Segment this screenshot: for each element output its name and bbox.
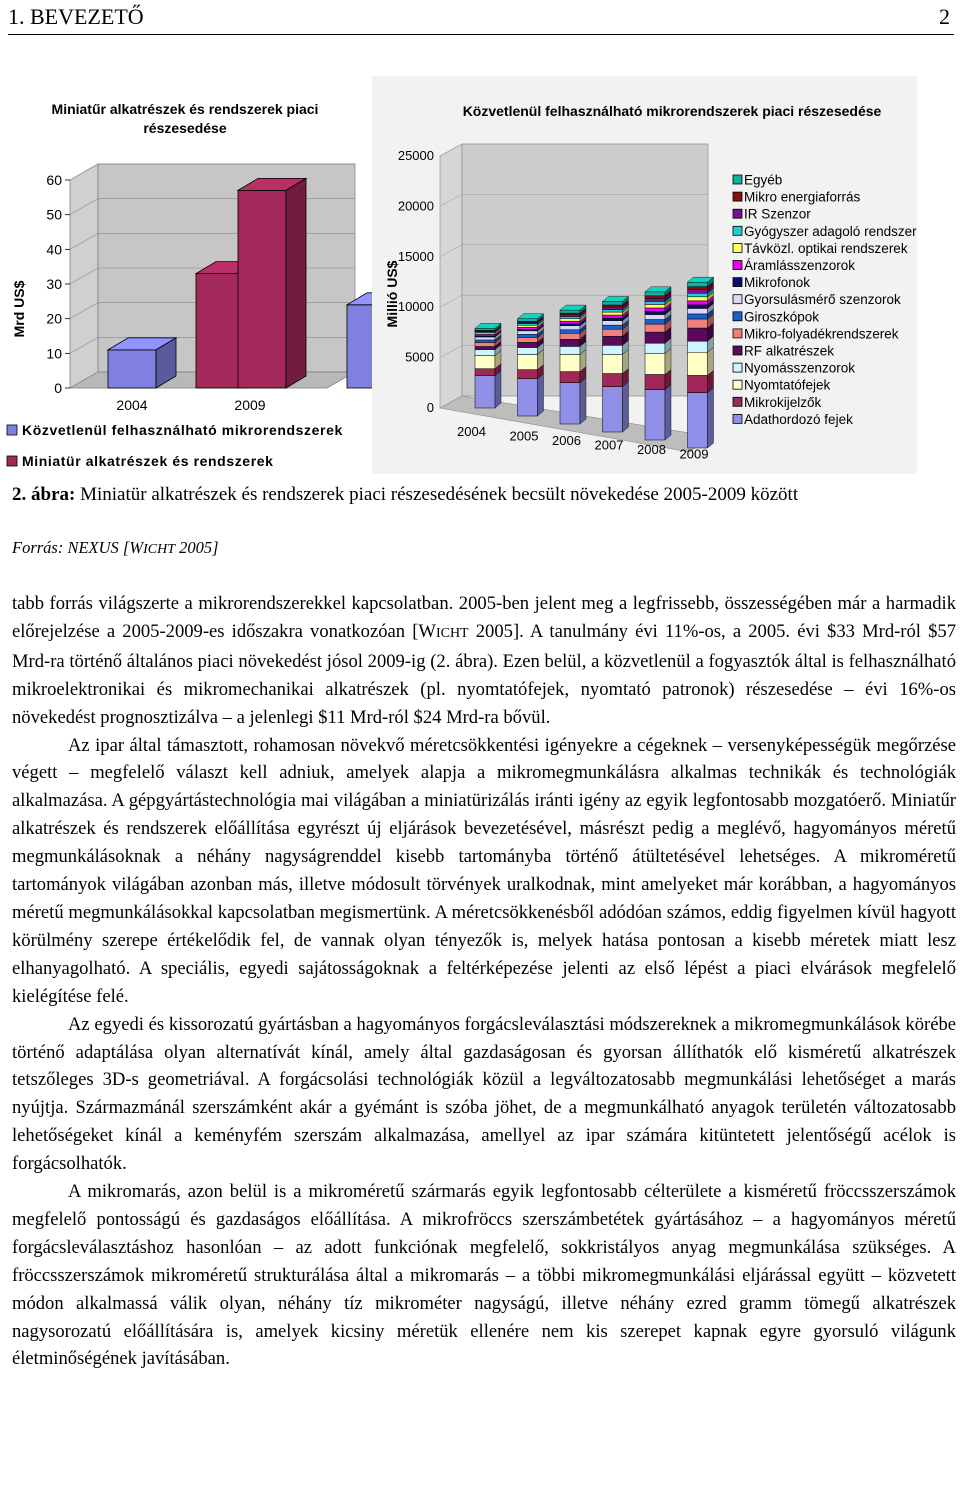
figure-caption [12,484,957,506]
right-bar-2008-seg-6 [645,320,665,325]
right-legend-swatch [733,192,742,201]
right-bar-2005-seg-2 [518,355,538,370]
right-category-label: 2006 [552,433,581,448]
right-bar-2009-seg-7 [688,308,708,314]
chapter-title: 1. BEVEZETŐ [8,4,144,29]
left-tick-label: 0 [54,380,62,396]
source-smallcaps: ICHT [143,542,175,557]
right-bar-2009-seg-13 [688,287,708,290]
right-bar-2007-seg-1 [603,374,623,387]
page-header [8,0,954,35]
left-chart-categories [116,397,265,413]
right-bar-2007-seg-4 [603,336,623,345]
left-bar-miniatur-2009-side [286,178,306,388]
right-bar-2007-seg-2 [603,354,623,373]
paragraph-1-part-a: tabb forrás világszerte a mikrorendszerekkel kapcsolatban. 2005-ben jelent meg a legfrissebb, összességében már a harmadik előrejelzése a 2005-2009-es időszakra vonatkozóan [W [12,593,956,642]
right-bar-2007-seg-0 [603,387,623,432]
right-bar-2005-side-0 [538,374,544,416]
right-bar-2006-seg-1 [560,372,580,383]
right-bar-2004-seg-0 [475,376,495,408]
right-tick-label: 25000 [397,148,434,163]
right-bar-2006-seg-0 [560,383,580,424]
paragraph-4: A mikromarás, azon belül is a mikroméretű szármarás egyik legfontosabb célterülete a kisméretű fröccsszerszámok megfelelő pontosságú és gazdaságos előállítása. A mikrofröccs szerszámbetétek gyártásához – a hagyományos méretű forgácsleválasztáshoz hasonlóan – az adott funkciónak megfelelő, sokkristályos anyag megmunkálása szükséges. A fröccsszerszámok mikroméretű strukturálása által a mikromarás – a többi mikromegmunkálási eljárással együtt – közvetett módon alkalmassá válik olyan, néhány tíz mikrométer nagyságú, illetve néhány ezred gramm tömegű alkatrészek nagysorozatú előállítására is, amelyek kicsiny méretük ellenére nem kis szerepet kapnak egyre gyorsuló világunk életminőségének javításában. [12,1181,956,1370]
right-bar-2006-seg-9 [560,321,580,324]
right-bar-2008-seg-8 [645,311,665,314]
paragraph-1-smallcaps: ICHT [435,625,469,641]
right-legend-swatch [733,380,742,389]
right-legend-label: Mikro energiaforrás [744,189,861,205]
right-chart-ylabel: Millió US$ [384,260,400,328]
right-bar-2009-seg-5 [688,319,708,328]
right-side-wall [440,144,462,408]
right-bar-2005-seg-10 [518,325,538,327]
right-legend-swatch [733,243,742,252]
right-bar-2008-seg-12 [645,298,665,301]
left-chart-ylabel: Mrd US$ [11,280,27,338]
caption-text: Miniatür alkatrészek és rendszerek piaci részesedésének becsült növekedése 2005-2009 között [80,484,799,505]
left-tick-label: 20 [46,310,62,327]
figure-source [12,538,219,558]
right-legend-label: IR Szenzor [744,206,811,222]
right-tick-label: 20000 [397,198,434,214]
right-legend-label: Egyéb [744,172,783,188]
left-bar-kozvetlen-2004-front [108,350,156,388]
body-text [12,590,956,1373]
right-bar-2007-seg-14 [603,301,623,305]
right-chart [372,76,917,474]
right-bar-2004-seg-3 [475,350,495,356]
right-bar-2008-seg-3 [645,343,665,353]
right-bar-2006-seg-14 [560,310,580,313]
right-bar-2009-seg-14 [688,282,708,287]
right-bar-2009-seg-8 [688,305,708,309]
right-bar-2006-side-0 [580,378,586,424]
right-legend-label: Gyógyszer adagoló rendszer [744,223,917,239]
right-bar-2009-seg-12 [688,290,708,294]
left-chart-title: Miniatűr alkatrészek és rendszerek piaci [51,101,319,117]
right-tick-label: 0 [426,400,434,415]
left-bar-miniatur-2004-front [196,274,244,388]
right-legend-label: Gyorsulásmérő szenzorok [744,292,901,308]
right-legend-label: Mikrokijelzők [744,394,822,410]
right-legend-swatch [733,209,742,218]
right-legend-label: RF alkatrészek [744,343,835,359]
right-bar-2008-seg-2 [645,353,665,374]
right-bar-2006-seg-12 [560,315,580,317]
caption-label: 2. ábra: [12,484,76,505]
right-bar-2009-seg-4 [688,328,708,341]
right-bar-2007-seg-5 [603,329,623,336]
right-legend-swatch [733,278,742,287]
right-bar-2005-seg-9 [518,327,538,329]
right-bar-2007-seg-9 [603,315,623,318]
right-bar-2007-seg-13 [603,305,623,307]
right-legend-swatch [733,414,742,423]
right-bar-2008-seg-1 [645,374,665,389]
right-legend-swatch [733,175,742,184]
left-legend-label: Közvetlenül felhasználható mikrorendszerek [22,422,343,438]
right-bar-2009-seg-1 [688,375,708,392]
right-legend-swatch [733,346,742,355]
right-tick-label: 5000 [405,349,434,365]
right-bar-2005-seg-5 [518,337,538,342]
page-number: 2 [939,4,950,29]
right-category-label: 2009 [679,446,709,462]
right-bar-2009-seg-0 [688,393,708,448]
right-bar-2006-seg-2 [560,354,580,371]
right-bar-2006-seg-6 [560,330,580,334]
right-category-label: 2005 [509,428,539,444]
right-bar-2008-seg-7 [645,315,665,320]
right-bar-2008-seg-4 [645,332,665,343]
paragraph-1-part-b: 2005]. A tanulmány évi 11%-os, a 2005. évi $33 Mrd-ról $57 Mrd-ra történő általános piaci növekedést jósol 2009-ig (2. ábra). Ezen belül, a közvetlenül a fogyasztók által is felhasználható mikroelektronikai és mikromechanikai alkatrészek (pl. nyomtatófejek, nyomtató patronok) részesedése – évi 16%-os növekedést prognosztizálva – a jelenlegi $11 Mrd-ról $24 Mrd-ra bővül. [12,620,956,728]
right-bar-2008-seg-9 [645,308,665,312]
right-tick-label: 15000 [397,248,434,264]
right-bar-2007-seg-11 [603,310,623,313]
right-bar-2004-seg-1 [475,369,495,376]
right-bar-2007-seg-7 [603,321,623,326]
right-legend-label: Giroszkópok [744,309,820,325]
figure-charts [0,72,960,477]
left-legend-swatch [7,425,17,435]
right-bar-2005-seg-7 [518,331,538,335]
right-bar-2008-side-0 [665,385,671,440]
right-bar-2007-seg-6 [603,325,623,329]
right-legend-swatch [733,397,742,406]
right-bar-2007-side-0 [623,382,629,432]
right-bar-2009-seg-9 [688,301,708,305]
right-legend-label: Távközl. optikai rendszerek [744,240,908,256]
right-chart-title: Közvetlenül felhasználható mikrorendszerek piaci részesedése [462,103,882,119]
left-tick-label: 50 [46,206,62,223]
source-prefix: Forrás: NEXUS [W [12,538,144,557]
right-bar-2009-seg-3 [688,341,708,352]
left-chart-title-line2: részesedése [143,120,227,136]
left-tick-label: 60 [46,172,62,188]
right-bar-2008-seg-5 [645,324,665,332]
right-bar-2007-seg-10 [603,312,623,315]
right-legend-label: Adathordozó fejek [744,411,853,427]
right-bar-2004-side-0 [495,371,501,408]
left-legend-swatch [7,456,17,466]
right-bar-2009-seg-10 [688,297,708,301]
right-bar-2004-seg-7 [475,337,495,340]
right-bar-2009-side-0 [708,388,714,448]
left-category-label: 2004 [116,397,148,413]
right-category-label: 2004 [457,424,486,439]
right-bar-2006-seg-8 [560,324,580,326]
right-legend-swatch [733,226,742,235]
right-legend-swatch [733,363,742,372]
paragraph-3: Az egyedi és kissorozatú gyártásban a hagyományos forgácsleválasztási módszereknek a mikromegmunkálások körébe történő adaptálása olyan alternatívát kínál, amely által gazdaságosan és gyorsan állíthatók elő kisméretű alkatrészek tetszőleges 3D-s geometriával. A forgácsolási technológiák közül a legváltozatosabb megmunkálási lehetőséget a marás nyújtja. Származmánál szerszámként akár a gyémánt is szóba jöhet, de a megmunkálható anyagok területén változatosabb lehetőségeket kínál a keményfém szerszám alkalmazása, amellyel az ipar számára kitüntetett jelentőségű acélok is forgácsolhatók. [12,1013,956,1175]
right-bar-2004-seg-6 [475,340,495,343]
right-bar-2008-seg-13 [645,296,665,299]
right-legend-swatch [733,312,742,321]
right-legend-label: Mikro-folyadékrendszerek [744,326,899,342]
left-tick-label: 10 [46,345,62,362]
right-bar-2006-seg-4 [560,339,580,346]
right-bar-2009-seg-2 [688,352,708,375]
right-bar-2005-seg-3 [518,347,538,354]
right-bar-2009-seg-6 [688,314,708,319]
right-bar-2006-seg-5 [560,333,580,339]
right-bar-2005-seg-0 [518,379,538,416]
right-category-label: 2008 [637,442,666,457]
right-legend-swatch [733,261,742,270]
right-bar-2008-seg-10 [645,304,665,308]
left-tick-label: 40 [46,241,62,258]
right-bar-2004-seg-4 [475,347,495,350]
right-bar-2007-seg-8 [603,318,623,321]
right-bar-2009-seg-11 [688,293,708,297]
source-suffix: 2005] [175,538,219,557]
right-legend-label: Nyomtatófejek [744,377,831,393]
right-legend-swatch [733,295,742,304]
right-bar-2008-seg-14 [645,292,665,296]
right-bar-2008-seg-0 [645,390,665,440]
right-legend-swatch [733,329,742,338]
right-bar-2007-seg-12 [603,307,623,310]
right-bar-2004-seg-5 [475,342,495,346]
right-bar-2005-seg-14 [518,319,538,322]
right-bar-2006-seg-11 [560,317,580,319]
right-tick-label: 10000 [397,299,434,315]
right-bar-2004-seg-2 [475,356,495,369]
left-category-label: 2009 [234,397,266,413]
right-bar-2004-seg-14 [475,328,495,330]
right-bar-2006-seg-3 [560,346,580,354]
right-bar-2006-seg-10 [560,319,580,322]
right-bar-2008-seg-11 [645,301,665,304]
left-legend-label: Miniatür alkatrészek és rendszerek [22,453,274,469]
figure-2 [0,72,960,477]
right-bar-2007-seg-3 [603,345,623,354]
right-bar-2005-seg-4 [518,342,538,347]
paragraph-1 [12,590,956,732]
right-bar-2005-seg-6 [518,334,538,337]
left-chart-legend [7,422,343,469]
right-bar-2005-seg-1 [518,370,538,379]
right-legend-label: Áramlásszenzorok [744,258,856,273]
left-bar-miniatur-2009-front [238,190,286,388]
left-chart [7,101,415,469]
right-category-label: 2007 [594,437,624,453]
left-tick-label: 30 [46,276,62,292]
right-legend-label: Nyomásszenzorok [744,360,856,376]
right-legend-label: Mikrofonok [744,275,811,291]
right-bar-2006-seg-7 [560,326,580,330]
paragraph-2: Az ipar által támasztott, rohamosan növekvő méretcsökkentési igényekre a cégeknek – versenyképességük megőrzése végett – megfelelő választ kell adniuk, amelyek alapja a mikromegmunkálásra alkalmas technikák és technológiák alkalmazása. A gépgyártástechnológia mai világában a miniatürizálás iránti igény az egyik legfontosabb mozgatóerő. Miniatűr alkatrészek és rendszerek előállítása egyrészt új eljárások bevezetésével, másrészt pedig a meglévő, hagyományos méretű megmunkálásoknak a néhány nagyságrenddel kisebb tartományba történő átültetésével lehetséges. A mikroméretű tartományok világában azonban más, illetve módosult törvények uralkodnak, mint amelyeket már korábban, a hagyományos méretű megmunkálásokkal kapcsolatban megismertünk. A méretcsökkenésből adódóan számos, eddig figyelmen kívül hagyott körülmény szerepe értékelődik fel, de vannak olyan tényezők is, melyek hatása pontosan a kisebb méretek miatt lesz elhanyagolható. A speciális, egyedi sajátosságoknak a feltérképezése jelenti az első lépést a piaci elvárások megfelelő kielégítése felé. [12,734,956,1007]
